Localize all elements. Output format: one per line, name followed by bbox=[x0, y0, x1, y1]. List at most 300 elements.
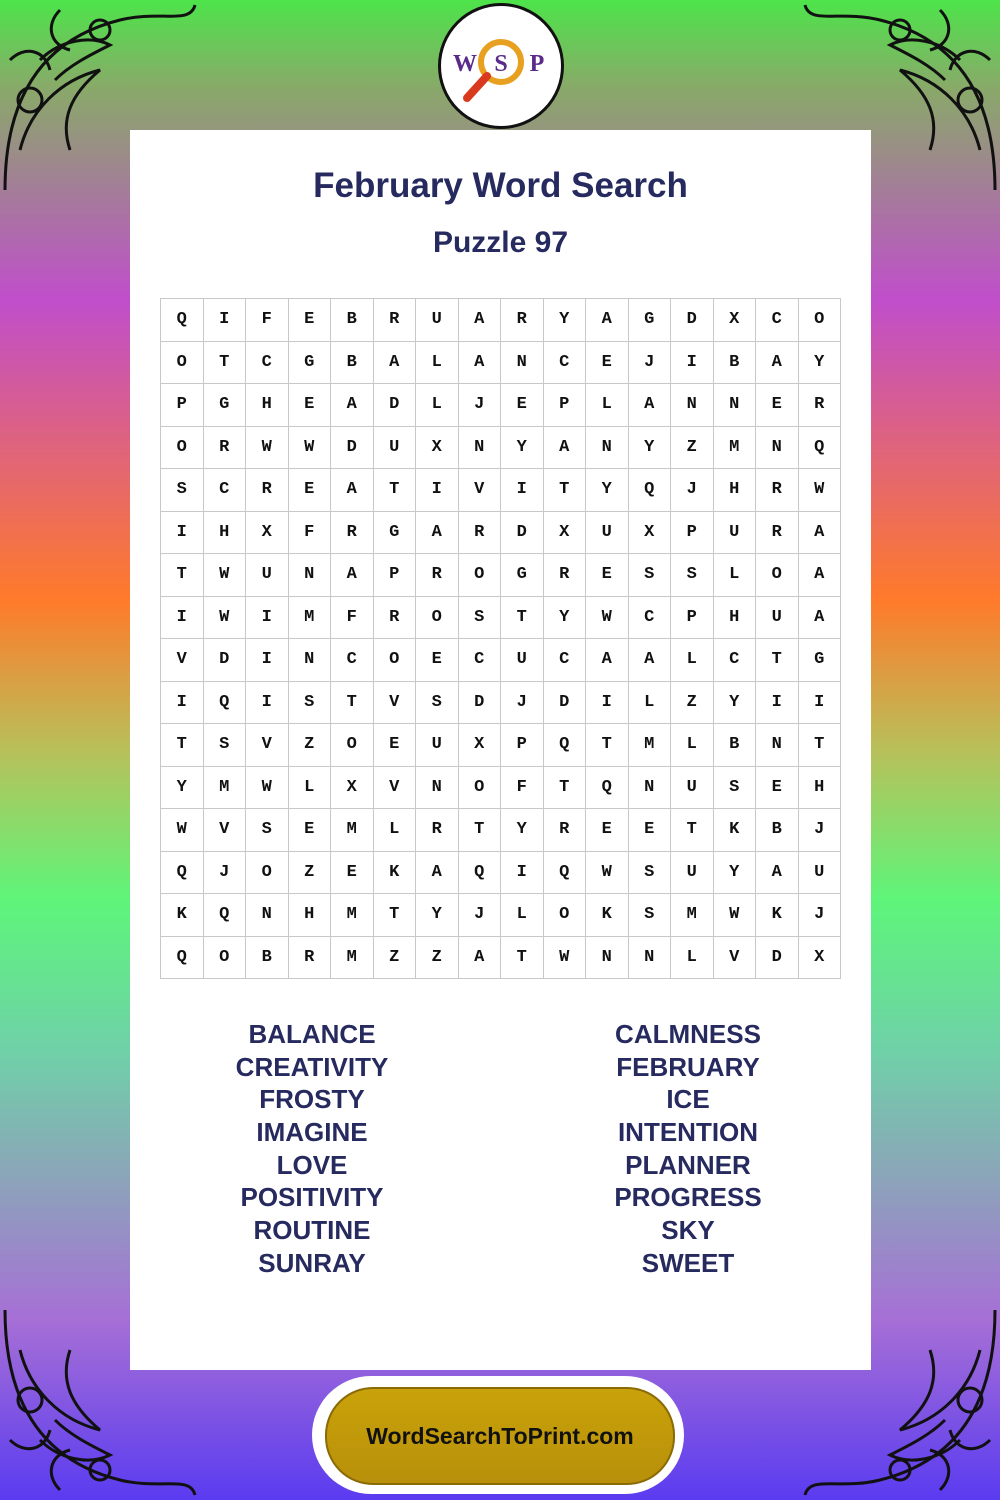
grid-cell[interactable]: X bbox=[416, 426, 459, 469]
grid-cell[interactable]: S bbox=[203, 724, 246, 767]
wsp-logo[interactable] bbox=[438, 3, 564, 129]
grid-cell[interactable]: S bbox=[416, 681, 459, 724]
grid-cell[interactable]: L bbox=[501, 894, 544, 937]
grid-cell[interactable]: N bbox=[586, 426, 629, 469]
grid-cell[interactable]: T bbox=[331, 681, 374, 724]
grid-cell[interactable]: W bbox=[713, 894, 756, 937]
grid-cell[interactable]: H bbox=[203, 511, 246, 554]
grid-cell[interactable]: C bbox=[628, 596, 671, 639]
grid-cell[interactable]: S bbox=[288, 681, 331, 724]
grid-cell[interactable]: V bbox=[458, 469, 501, 512]
grid-cell[interactable]: O bbox=[798, 299, 841, 342]
grid-cell[interactable]: C bbox=[458, 639, 501, 682]
grid-cell[interactable]: D bbox=[203, 639, 246, 682]
grid-cell[interactable]: S bbox=[628, 851, 671, 894]
grid-cell[interactable]: P bbox=[543, 384, 586, 427]
logo-letter-p: P bbox=[529, 51, 545, 77]
grid-cell[interactable]: W bbox=[288, 426, 331, 469]
grid-cell[interactable]: A bbox=[331, 469, 374, 512]
grid-cell[interactable]: Z bbox=[671, 426, 714, 469]
grid-cell[interactable]: R bbox=[373, 596, 416, 639]
grid-cell[interactable]: R bbox=[756, 469, 799, 512]
grid-cell[interactable]: T bbox=[671, 809, 714, 852]
grid-cell[interactable]: R bbox=[203, 426, 246, 469]
grid-cell[interactable]: Y bbox=[713, 851, 756, 894]
grid-cell[interactable]: J bbox=[671, 469, 714, 512]
grid-cell[interactable]: H bbox=[288, 894, 331, 937]
grid-cell[interactable]: H bbox=[798, 766, 841, 809]
word-list-item: ROUTINE bbox=[253, 1215, 371, 1246]
grid-cell[interactable]: T bbox=[203, 341, 246, 384]
grid-cell[interactable]: Q bbox=[203, 894, 246, 937]
grid-cell[interactable]: T bbox=[373, 894, 416, 937]
grid-cell[interactable]: G bbox=[203, 384, 246, 427]
grid-cell[interactable]: J bbox=[798, 809, 841, 852]
grid-cell[interactable]: E bbox=[288, 384, 331, 427]
grid-cell[interactable]: I bbox=[501, 851, 544, 894]
grid-cell[interactable]: Q bbox=[203, 681, 246, 724]
grid-row bbox=[161, 384, 841, 427]
grid-cell[interactable]: T bbox=[373, 469, 416, 512]
grid-cell[interactable]: D bbox=[331, 426, 374, 469]
grid-cell[interactable]: B bbox=[713, 724, 756, 767]
grid-cell[interactable]: T bbox=[543, 766, 586, 809]
grid-cell[interactable]: A bbox=[586, 639, 629, 682]
grid-cell[interactable]: A bbox=[373, 341, 416, 384]
grid-cell[interactable]: L bbox=[713, 554, 756, 597]
grid-cell[interactable]: Q bbox=[161, 299, 204, 342]
grid-cell[interactable]: R bbox=[756, 511, 799, 554]
grid-cell[interactable]: U bbox=[671, 766, 714, 809]
grid-cell[interactable]: E bbox=[586, 809, 629, 852]
grid-cell[interactable]: E bbox=[331, 851, 374, 894]
grid-cell[interactable]: I bbox=[798, 681, 841, 724]
grid-cell[interactable]: K bbox=[586, 894, 629, 937]
word-list-item: SWEET bbox=[641, 1247, 735, 1278]
grid-cell[interactable]: I bbox=[246, 681, 289, 724]
grid-row bbox=[161, 639, 841, 682]
grid-row bbox=[161, 426, 841, 469]
grid-cell[interactable]: E bbox=[373, 724, 416, 767]
grid-cell[interactable]: V bbox=[373, 681, 416, 724]
grid-cell[interactable]: N bbox=[288, 554, 331, 597]
grid-cell[interactable]: U bbox=[416, 299, 459, 342]
grid-cell[interactable]: Y bbox=[501, 426, 544, 469]
grid-cell[interactable]: B bbox=[756, 809, 799, 852]
grid-cell[interactable]: U bbox=[798, 851, 841, 894]
grid-cell[interactable]: D bbox=[501, 511, 544, 554]
grid-cell[interactable]: A bbox=[798, 554, 841, 597]
grid-cell[interactable]: O bbox=[246, 851, 289, 894]
grid-cell[interactable]: C bbox=[331, 639, 374, 682]
grid-row bbox=[161, 724, 841, 767]
grid-cell[interactable]: U bbox=[756, 596, 799, 639]
grid-row bbox=[161, 554, 841, 597]
grid-cell[interactable]: N bbox=[628, 766, 671, 809]
grid-cell[interactable]: X bbox=[246, 511, 289, 554]
grid-cell[interactable]: I bbox=[756, 681, 799, 724]
grid-cell[interactable]: A bbox=[458, 341, 501, 384]
grid-cell[interactable]: B bbox=[246, 936, 289, 979]
grid-cell[interactable]: W bbox=[543, 936, 586, 979]
grid-cell[interactable]: W bbox=[586, 596, 629, 639]
grid-cell[interactable]: R bbox=[416, 554, 459, 597]
grid-cell[interactable]: E bbox=[288, 469, 331, 512]
grid-cell[interactable]: Z bbox=[288, 724, 331, 767]
grid-cell[interactable]: V bbox=[373, 766, 416, 809]
grid-cell[interactable]: Y bbox=[628, 426, 671, 469]
grid-cell[interactable]: K bbox=[373, 851, 416, 894]
grid-cell[interactable]: Y bbox=[798, 341, 841, 384]
grid-cell[interactable]: J bbox=[628, 341, 671, 384]
grid-cell[interactable]: T bbox=[161, 724, 204, 767]
grid-cell[interactable]: G bbox=[373, 511, 416, 554]
grid-cell[interactable]: A bbox=[628, 384, 671, 427]
grid-cell[interactable]: L bbox=[288, 766, 331, 809]
grid-cell[interactable]: N bbox=[288, 639, 331, 682]
grid-cell[interactable]: S bbox=[458, 596, 501, 639]
grid-cell[interactable]: H bbox=[713, 596, 756, 639]
grid-cell[interactable]: W bbox=[161, 809, 204, 852]
grid-cell[interactable]: Z bbox=[373, 936, 416, 979]
grid-cell[interactable]: Z bbox=[288, 851, 331, 894]
word-list-item: IMAGINE bbox=[256, 1117, 368, 1148]
grid-cell[interactable]: R bbox=[798, 384, 841, 427]
grid-cell[interactable]: N bbox=[628, 936, 671, 979]
grid-cell[interactable]: A bbox=[416, 511, 459, 554]
word-list-item: SUNRAY bbox=[258, 1247, 366, 1278]
grid-cell[interactable]: I bbox=[246, 596, 289, 639]
grid-cell[interactable]: M bbox=[331, 894, 374, 937]
grid-cell[interactable]: T bbox=[458, 809, 501, 852]
grid-cell[interactable]: K bbox=[161, 894, 204, 937]
grid-cell[interactable]: I bbox=[246, 639, 289, 682]
puzzle-panel bbox=[130, 130, 871, 1370]
grid-cell[interactable]: N bbox=[671, 384, 714, 427]
grid-cell[interactable]: W bbox=[246, 426, 289, 469]
grid-cell[interactable]: S bbox=[628, 894, 671, 937]
grid-cell[interactable]: C bbox=[246, 341, 289, 384]
grid-cell[interactable]: N bbox=[756, 724, 799, 767]
grid-cell[interactable]: C bbox=[543, 639, 586, 682]
grid-cell[interactable]: I bbox=[501, 469, 544, 512]
grid-cell[interactable]: U bbox=[416, 724, 459, 767]
grid-cell[interactable]: F bbox=[288, 511, 331, 554]
grid-cell[interactable]: E bbox=[756, 766, 799, 809]
grid-cell[interactable]: F bbox=[501, 766, 544, 809]
grid-cell[interactable]: A bbox=[798, 511, 841, 554]
word-list-left bbox=[142, 1018, 482, 1280]
grid-cell[interactable]: I bbox=[161, 511, 204, 554]
grid-cell[interactable]: Y bbox=[501, 809, 544, 852]
letter-grid[interactable] bbox=[160, 298, 841, 979]
grid-cell[interactable]: J bbox=[798, 894, 841, 937]
grid-cell[interactable]: R bbox=[501, 299, 544, 342]
grid-cell[interactable]: G bbox=[288, 341, 331, 384]
grid-cell[interactable]: P bbox=[501, 724, 544, 767]
word-list-item: INTENTION bbox=[617, 1117, 759, 1148]
grid-cell[interactable]: I bbox=[586, 681, 629, 724]
grid-row bbox=[161, 469, 841, 512]
grid-cell[interactable]: E bbox=[501, 384, 544, 427]
grid-cell[interactable]: E bbox=[416, 639, 459, 682]
grid-row bbox=[161, 809, 841, 852]
grid-cell[interactable]: L bbox=[671, 639, 714, 682]
grid-cell[interactable]: M bbox=[331, 936, 374, 979]
grid-cell[interactable]: K bbox=[713, 809, 756, 852]
grid-cell[interactable]: U bbox=[671, 851, 714, 894]
grid-cell[interactable]: L bbox=[416, 384, 459, 427]
grid-cell[interactable]: D bbox=[543, 681, 586, 724]
grid-cell[interactable]: O bbox=[331, 724, 374, 767]
grid-cell[interactable]: A bbox=[458, 936, 501, 979]
grid-row bbox=[161, 936, 841, 979]
grid-cell[interactable]: C bbox=[756, 299, 799, 342]
grid-cell[interactable]: D bbox=[671, 299, 714, 342]
grid-cell[interactable]: E bbox=[628, 809, 671, 852]
grid-cell[interactable]: N bbox=[458, 426, 501, 469]
grid-cell[interactable]: G bbox=[798, 639, 841, 682]
grid-cell[interactable]: R bbox=[288, 936, 331, 979]
grid-cell[interactable]: T bbox=[161, 554, 204, 597]
grid-cell[interactable]: A bbox=[628, 639, 671, 682]
grid-cell[interactable]: R bbox=[416, 809, 459, 852]
grid-cell[interactable]: N bbox=[246, 894, 289, 937]
word-list-item: FEBRUARY bbox=[616, 1051, 760, 1082]
grid-cell[interactable]: Q bbox=[798, 426, 841, 469]
grid-cell[interactable]: T bbox=[798, 724, 841, 767]
grid-cell[interactable]: S bbox=[713, 766, 756, 809]
grid-cell[interactable]: A bbox=[331, 554, 374, 597]
grid-cell[interactable]: H bbox=[713, 469, 756, 512]
grid-cell[interactable]: I bbox=[161, 681, 204, 724]
grid-cell[interactable]: E bbox=[756, 384, 799, 427]
grid-cell[interactable]: R bbox=[543, 554, 586, 597]
grid-cell[interactable]: W bbox=[798, 469, 841, 512]
word-list-right bbox=[518, 1018, 858, 1280]
grid-cell[interactable]: F bbox=[331, 596, 374, 639]
grid-cell[interactable]: R bbox=[373, 299, 416, 342]
grid-cell[interactable]: P bbox=[161, 384, 204, 427]
grid-cell[interactable]: S bbox=[671, 554, 714, 597]
grid-cell[interactable]: V bbox=[713, 936, 756, 979]
grid-cell[interactable]: T bbox=[501, 936, 544, 979]
grid-cell[interactable]: W bbox=[246, 766, 289, 809]
grid-cell[interactable]: J bbox=[203, 851, 246, 894]
grid-cell[interactable]: Q bbox=[458, 851, 501, 894]
grid-cell[interactable]: P bbox=[373, 554, 416, 597]
grid-cell[interactable]: X bbox=[798, 936, 841, 979]
grid-cell[interactable]: L bbox=[671, 936, 714, 979]
grid-cell[interactable]: S bbox=[161, 469, 204, 512]
word-list-item: CREATIVITY bbox=[235, 1051, 389, 1082]
grid-cell[interactable]: O bbox=[458, 766, 501, 809]
word-list-item: PROGRESS bbox=[614, 1182, 762, 1213]
grid-cell[interactable]: C bbox=[713, 639, 756, 682]
grid-cell[interactable]: A bbox=[756, 851, 799, 894]
grid-cell[interactable]: J bbox=[458, 894, 501, 937]
grid-cell[interactable]: M bbox=[203, 766, 246, 809]
grid-row bbox=[161, 511, 841, 554]
grid-cell[interactable]: O bbox=[203, 936, 246, 979]
grid-cell[interactable]: A bbox=[416, 851, 459, 894]
grid-cell[interactable]: A bbox=[331, 384, 374, 427]
grid-cell[interactable]: Y bbox=[713, 681, 756, 724]
website-link-label: WordSearchToPrint.com bbox=[366, 1422, 634, 1449]
footer-badge bbox=[312, 1376, 684, 1494]
word-list-item: LOVE bbox=[276, 1149, 348, 1180]
grid-cell[interactable]: M bbox=[671, 894, 714, 937]
grid-cell[interactable]: R bbox=[246, 469, 289, 512]
word-list-item: POSITIVITY bbox=[240, 1182, 384, 1213]
grid-cell[interactable]: V bbox=[161, 639, 204, 682]
grid-cell[interactable]: U bbox=[586, 511, 629, 554]
grid-cell[interactable]: P bbox=[671, 596, 714, 639]
grid-cell[interactable]: I bbox=[203, 299, 246, 342]
word-list-item: PLANNER bbox=[625, 1149, 751, 1180]
grid-cell[interactable]: Y bbox=[161, 766, 204, 809]
grid-cell[interactable]: U bbox=[713, 511, 756, 554]
grid-cell[interactable]: E bbox=[586, 341, 629, 384]
grid-cell[interactable]: X bbox=[543, 511, 586, 554]
grid-cell[interactable]: I bbox=[416, 469, 459, 512]
grid-cell[interactable]: J bbox=[458, 384, 501, 427]
logo-letter-w: W bbox=[453, 51, 477, 77]
grid-cell[interactable]: Q bbox=[628, 469, 671, 512]
grid-cell[interactable]: D bbox=[756, 936, 799, 979]
word-list-item: CALMNESS bbox=[615, 1019, 761, 1049]
word-list-item: FROSTY bbox=[259, 1084, 365, 1115]
grid-cell[interactable]: M bbox=[288, 596, 331, 639]
grid-cell[interactable]: S bbox=[246, 809, 289, 852]
grid-cell[interactable]: E bbox=[288, 299, 331, 342]
grid-cell[interactable]: Y bbox=[586, 469, 629, 512]
grid-cell[interactable]: Y bbox=[543, 299, 586, 342]
grid-cell[interactable]: X bbox=[458, 724, 501, 767]
grid-cell[interactable]: T bbox=[543, 469, 586, 512]
grid-cell[interactable]: M bbox=[628, 724, 671, 767]
grid-cell[interactable]: A bbox=[798, 596, 841, 639]
grid-cell[interactable]: O bbox=[373, 639, 416, 682]
grid-cell[interactable]: Q bbox=[161, 936, 204, 979]
page-title: February Word Search bbox=[313, 166, 688, 205]
website-link[interactable] bbox=[325, 1387, 675, 1485]
grid-cell[interactable]: B bbox=[331, 341, 374, 384]
grid-cell[interactable]: R bbox=[331, 511, 374, 554]
grid-cell[interactable]: U bbox=[501, 639, 544, 682]
grid-cell[interactable]: Q bbox=[543, 851, 586, 894]
grid-cell[interactable]: O bbox=[416, 596, 459, 639]
grid-cell[interactable]: K bbox=[756, 894, 799, 937]
grid-cell[interactable]: N bbox=[416, 766, 459, 809]
grid-cell[interactable]: M bbox=[331, 809, 374, 852]
grid-cell[interactable]: E bbox=[288, 809, 331, 852]
grid-cell[interactable]: R bbox=[458, 511, 501, 554]
word-list-item: ICE bbox=[666, 1084, 710, 1115]
grid-cell[interactable]: L bbox=[671, 724, 714, 767]
grid-cell[interactable]: N bbox=[713, 384, 756, 427]
grid-cell[interactable]: Q bbox=[161, 851, 204, 894]
grid-cell[interactable]: B bbox=[331, 299, 374, 342]
grid-cell[interactable]: O bbox=[543, 894, 586, 937]
grid-cell[interactable]: Z bbox=[671, 681, 714, 724]
grid-cell[interactable]: C bbox=[543, 341, 586, 384]
grid-cell[interactable]: O bbox=[161, 426, 204, 469]
grid-cell[interactable]: W bbox=[586, 851, 629, 894]
grid-cell[interactable]: Z bbox=[416, 936, 459, 979]
grid-row bbox=[161, 681, 841, 724]
grid-cell[interactable]: Q bbox=[543, 724, 586, 767]
grid-cell[interactable]: X bbox=[628, 511, 671, 554]
grid-cell[interactable]: W bbox=[203, 596, 246, 639]
grid-cell[interactable]: A bbox=[756, 341, 799, 384]
grid-cell[interactable]: P bbox=[671, 511, 714, 554]
grid-cell[interactable]: A bbox=[458, 299, 501, 342]
grid-cell[interactable]: X bbox=[713, 299, 756, 342]
grid-row bbox=[161, 299, 841, 342]
grid-cell[interactable]: A bbox=[586, 299, 629, 342]
grid-cell[interactable]: H bbox=[246, 384, 289, 427]
puzzle-number: Puzzle 97 bbox=[432, 226, 569, 259]
grid-cell[interactable]: Y bbox=[543, 596, 586, 639]
grid-cell[interactable]: F bbox=[246, 299, 289, 342]
grid-cell[interactable]: B bbox=[713, 341, 756, 384]
grid-cell[interactable]: E bbox=[586, 554, 629, 597]
grid-cell[interactable]: G bbox=[628, 299, 671, 342]
grid-cell[interactable]: O bbox=[161, 341, 204, 384]
grid-cell[interactable]: N bbox=[756, 426, 799, 469]
grid-cell[interactable]: N bbox=[586, 936, 629, 979]
grid-cell[interactable]: I bbox=[671, 341, 714, 384]
grid-cell[interactable]: O bbox=[458, 554, 501, 597]
grid-cell[interactable]: L bbox=[373, 809, 416, 852]
grid-row bbox=[161, 894, 841, 937]
grid-cell[interactable]: O bbox=[756, 554, 799, 597]
grid-cell[interactable]: T bbox=[501, 596, 544, 639]
word-list-item: BALANCE bbox=[248, 1019, 376, 1049]
grid-cell[interactable]: Q bbox=[586, 766, 629, 809]
grid-cell[interactable]: T bbox=[756, 639, 799, 682]
grid-cell[interactable]: U bbox=[373, 426, 416, 469]
grid-cell[interactable]: D bbox=[373, 384, 416, 427]
grid-cell[interactable]: L bbox=[628, 681, 671, 724]
grid-cell[interactable]: J bbox=[501, 681, 544, 724]
logo-letter-s: S bbox=[494, 51, 508, 77]
grid-row bbox=[161, 766, 841, 809]
grid-cell[interactable]: M bbox=[713, 426, 756, 469]
grid-cell[interactable]: U bbox=[246, 554, 289, 597]
grid-row bbox=[161, 341, 841, 384]
grid-cell[interactable]: L bbox=[586, 384, 629, 427]
grid-cell[interactable]: C bbox=[203, 469, 246, 512]
grid-cell[interactable]: V bbox=[203, 809, 246, 852]
grid-cell[interactable]: N bbox=[501, 341, 544, 384]
grid-cell[interactable]: G bbox=[501, 554, 544, 597]
grid-cell[interactable]: T bbox=[586, 724, 629, 767]
grid-cell[interactable]: X bbox=[331, 766, 374, 809]
grid-cell[interactable]: A bbox=[543, 426, 586, 469]
grid-cell[interactable]: V bbox=[246, 724, 289, 767]
grid-cell[interactable]: W bbox=[203, 554, 246, 597]
grid-row bbox=[161, 851, 841, 894]
grid-cell[interactable]: Y bbox=[416, 894, 459, 937]
grid-cell[interactable]: D bbox=[458, 681, 501, 724]
word-list-item: SKY bbox=[661, 1215, 715, 1246]
grid-cell[interactable]: I bbox=[161, 596, 204, 639]
grid-cell[interactable]: R bbox=[543, 809, 586, 852]
grid-cell[interactable]: S bbox=[628, 554, 671, 597]
grid-cell[interactable]: L bbox=[416, 341, 459, 384]
